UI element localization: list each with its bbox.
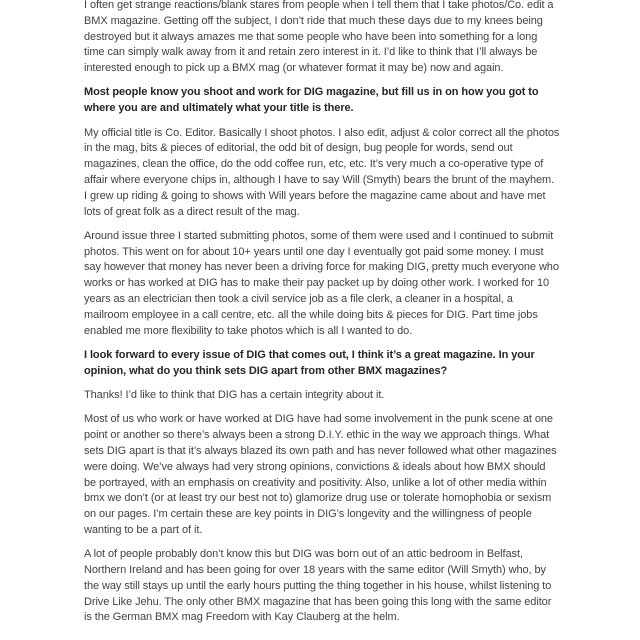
interview-answer-paragraph: I often get strange reactions/blank stares from people when I tell them that I take photos/Co. edit a BMX magazine. Getting off the subject, I don’t ride that much these days due to my knees being destroyed but it always amazes me that some people who have been into something for a long time can simply walk away from it and retain zero interest in it. I’d like to think that I’ll always be interested enough to pick up a BMX mag (or whatever format it may be) now and again. [84, 0, 554, 75]
interview-question: Most people know you shoot and work for DIG magazine, but fill us in on how you got to where you are and ultimately what your title is there. [84, 86, 539, 115]
interview-article [84, 0, 560, 626]
interview-answer-paragraph: My official title is Co. Editor. Basically I shoot photos. I also edit, adjust & color correct all the photos in the mag, bits & pieces of editorial, the odd bit of design, bug people for words, send out magazines, clean the office, do the odd coffee run, etc, etc. It’s very much a co-operative type of affair where everyone chips in, although I have to say Will (Smyth) bears the brunt of the mayhem. I grew up riding & going to shows with Will years before the magazine came about and have met lots of great folk as a direct result of the mag. [84, 126, 560, 218]
interview-answer-paragraph: Thanks! I’d like to think that DIG has a certain integrity about it. [84, 389, 385, 402]
interview-question: I look forward to every issue of DIG that comes out, I think it’s a great magazine. In your opinion, what do you think sets DIG apart from other BMX magazines? [84, 348, 535, 377]
interview-answer-paragraph: Most of us who work or have worked at DIG have had some involvement in the punk scene at one point or another so there’s always been a strong D.I.Y. ethic in the way we approach things. What sets DIG apart is that it’s always blazed its own path and has never followed what other magazines were doing. We’ve always had very strong opinions, convictions & ideals about how BMX should be portrayed, with an emphasis on creativity and positivity. Also, unlike a lot of other media within bmx we don’t (or at least try our best not to) glamorize drug use or tolerate homophobia or sexism on our pages. I’m certain these are key points in DIG’s longevity and the willingness of people wanting to be a part of it. [84, 413, 557, 536]
interview-answer-paragraph: A lot of people probably don’t know this but DIG was born out of an attic bedroom in Belfast, Northern Ireland and has been going for over 18 years with the same editor (Will Smyth) who, by the way still stays up until the early hours putting the thing together in his house, whilst listening to Drive Like Jehu. The only other BMX magazine that has been going this long with the same editor is the German BMX mag Freedom with Kay Clauberg at the helm. [84, 548, 552, 624]
interview-answer-paragraph: Around issue three I started submitting photos, some of them were used and I continued to submit photos. This went on for about 10+ years until one day I eventually got paid some money. I must say however that money has never been a driving force for making DIG, pretty much everyone who works or has worked at DIG has to make their pay packet up by doing other work. I worked for 10 years as an electrician then took a civil service job as a file clerk, a cleaner in a hospital, a mailroom employee in a call centre, etc. all the while doing bits & pieces for DIG. Part time jobs enabled me more flexibility to take photos which is all I wanted to do. [84, 229, 559, 337]
